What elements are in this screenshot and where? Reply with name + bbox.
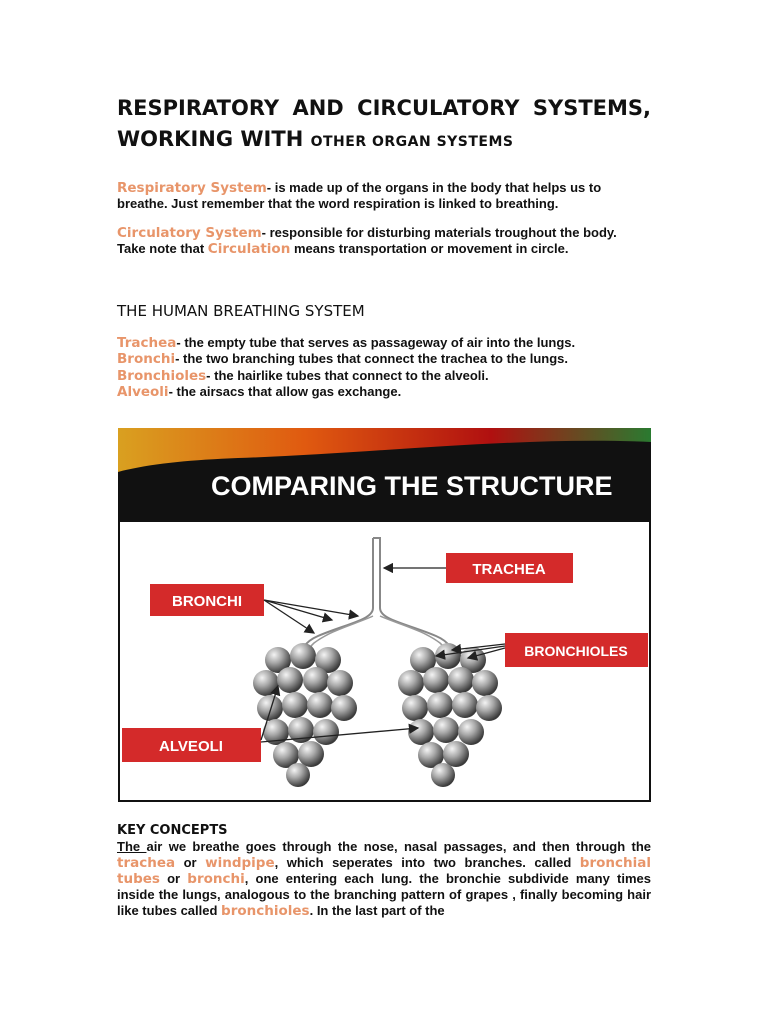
kc-text-5: or (159, 871, 188, 886)
respiratory-paragraph (117, 180, 651, 212)
definition-term: Trachea (117, 335, 177, 351)
trachea-label-text: TRACHEA (472, 561, 546, 578)
definition-term: Alveoli (117, 383, 169, 400)
definition-text: - the two branching tubes that connect the trachea to the lungs. (175, 351, 568, 367)
kc-text-1: The (117, 839, 147, 854)
bronchi-label (150, 584, 264, 616)
definition-term: Bronchi (117, 351, 176, 368)
key-concepts-heading: KEY CONCEPTS (117, 823, 228, 838)
circulation-term: Circulation (207, 241, 291, 257)
title-line-2 (117, 127, 514, 151)
kc-text-6: , one entering each lung. the bronchie subdivide many times inside the lungs, analogous to the branching pattern of grapes , finally becoming hair like tubes called (117, 871, 651, 918)
kc-text-7: . In the last part of the (309, 903, 445, 918)
kc-term-trachea: trachea (117, 855, 176, 871)
breathing-heading: THE HUMAN BREATHING SYSTEM (117, 302, 365, 320)
definition-text: - the airsacs that allow gas exchange. (168, 383, 402, 399)
title-line-2-small: OTHER ORGAN SYSTEMS (310, 134, 514, 150)
definition-text: - the hairlike tubes that connect to the alveoli. (206, 367, 489, 383)
bronchioles-label (505, 633, 648, 667)
note-suffix: means transportation or movement in circle. (293, 241, 569, 256)
definition-item (117, 335, 651, 351)
banner-title: COMPARING THE STRUCTURE (211, 471, 613, 501)
page-title (117, 93, 651, 158)
definition-item (117, 384, 651, 400)
definition-term: Bronchioles (117, 367, 207, 384)
kc-term-bronchi: bronchi (187, 871, 245, 887)
structure-figure (118, 428, 651, 802)
definition-item (117, 351, 651, 367)
title-line-1: RESPIRATORY AND CIRCULATORY SYSTEMS, (117, 96, 651, 120)
definition-text: - the empty tube that serves as passageway of air into the lungs. (176, 335, 576, 350)
definition-item (117, 368, 651, 384)
bronchioles-label-text: BRONCHIOLES (524, 643, 628, 659)
definition-list (117, 335, 651, 400)
kc-term-windpipe: windpipe (205, 855, 275, 871)
respiratory-text: - is made up of the organs in the body that helps us to breathe. Just remember that the word respiration is linked to breathing. (117, 180, 602, 211)
circulatory-term: Circulatory System (117, 225, 262, 241)
title-line-2-main: WORKING WITH (117, 127, 304, 151)
kc-text-4: , which seperates into two branches. called (274, 855, 580, 870)
kc-text-2: air we breathe goes through the nose, nasal passages, and then through the (146, 839, 651, 854)
structure-diagram (118, 428, 651, 802)
key-concepts-paragraph (117, 839, 651, 919)
alveoli-label (122, 728, 261, 762)
kc-term-bronchioles: bronchioles (221, 903, 310, 919)
alveoli-label-text: ALVEOLI (159, 738, 223, 755)
circulatory-paragraph (117, 225, 651, 257)
bronchi-label-text: BRONCHI (172, 593, 242, 610)
kc-term-bronchial-tubes: bronchial tubes (117, 855, 651, 887)
respiratory-term: Respiratory System (117, 180, 267, 196)
circulatory-text: - responsible for disturbing materials troughout the body. (261, 225, 617, 240)
kc-text-3: or (175, 855, 206, 870)
note-prefix: Take note that (117, 241, 205, 256)
trachea-label (446, 553, 573, 583)
